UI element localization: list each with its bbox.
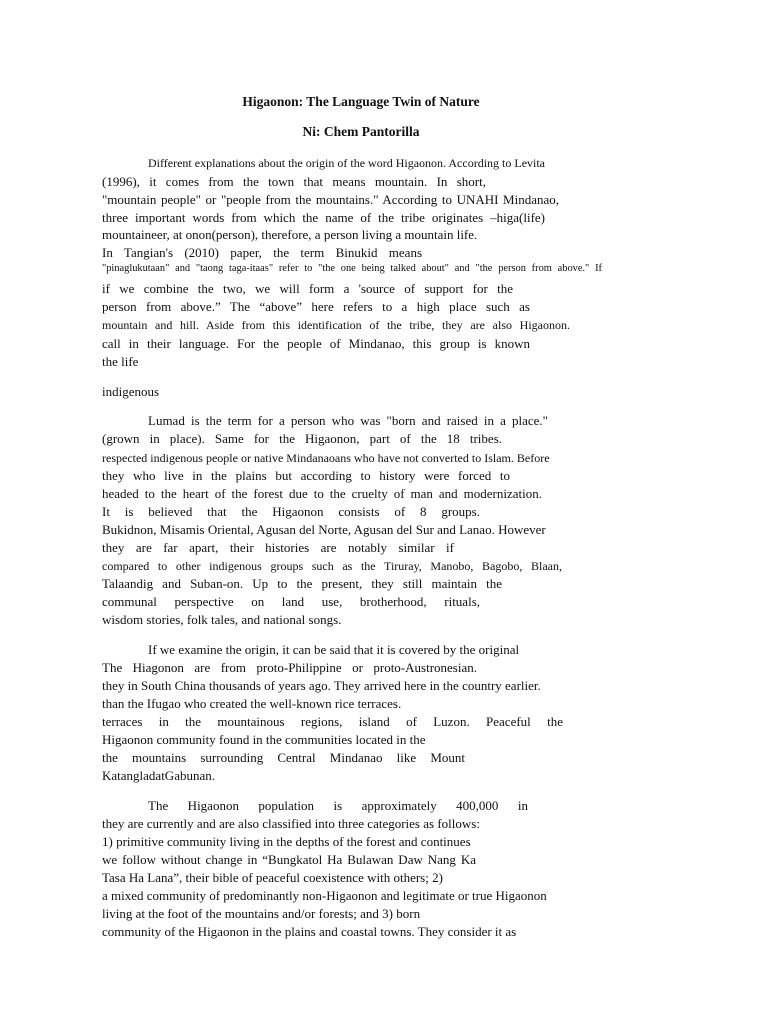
text-line: "pinaglukutaan" and "taong taga-itaas" refer to "the one being talked about" and "the person from above." If bbox=[102, 263, 602, 274]
text-line: Higaonon community found in the communities located in the bbox=[102, 732, 426, 747]
text-line: Lumad is the term for a person who was "born and raised in a place." bbox=[148, 413, 548, 428]
text-line: mountaineer, at onon(person), therefore, a person living a mountain life. bbox=[102, 227, 478, 242]
document-author: Ni: Chem Pantorilla bbox=[302, 124, 420, 139]
text-line: community of the Higaonon in the plains and coastal towns. They consider it as bbox=[102, 924, 517, 939]
text-line: If we examine the origin, it can be said that it is covered by the original bbox=[148, 642, 520, 657]
text-line: they are far apart, their histories are notably similar if bbox=[102, 540, 454, 555]
text-line: wisdom stories, folk tales, and national songs. bbox=[102, 612, 342, 627]
text-line: Tasa Ha Lana”, their bible of peaceful coexistence with others; 2) bbox=[102, 870, 443, 885]
text-line: In Tangian's (2010) paper, the term Binukid means bbox=[102, 245, 422, 260]
text-line: they are currently and are also classified into three categories as follows: bbox=[102, 816, 480, 831]
text-line: Bukidnon, Misamis Oriental, Agusan del Norte, Agusan del Sur and Lanao. However bbox=[102, 522, 546, 537]
text-line: The Hiagonon are from proto-Philippine or proto-Austronesian. bbox=[102, 660, 477, 675]
text-line: person from above.” The “above” here refers to a high place such as bbox=[102, 299, 530, 314]
text-line: The Higaonon population is approximately 400,000 in bbox=[148, 798, 528, 813]
text-line: three important words from which the name of the tribe originates –higa(life) bbox=[102, 210, 545, 225]
text-line: call in their language. For the people of Mindanao, this group is known bbox=[102, 336, 530, 351]
text-line: they in South China thousands of years ago. They arrived here in the country earlier. bbox=[102, 678, 541, 693]
text-line: communal perspective on land use, brotherhood, rituals, bbox=[102, 594, 480, 609]
text-line: Talaandig and Suban-on. Up to the present, they still maintain the bbox=[102, 576, 502, 591]
text-line: the life bbox=[102, 354, 139, 369]
text-line: living at the foot of the mountains and/or forests; and 3) born bbox=[102, 906, 421, 921]
text-line: a mixed community of predominantly non-Higaonon and legitimate or true Higaonon bbox=[102, 888, 547, 903]
text-line: mountain and hill. Aside from this identification of the tribe, they are also Higaonon. bbox=[102, 318, 570, 332]
text-line: "mountain people" or "people from the mountains." According to UNAHI Mindanao, bbox=[102, 192, 559, 207]
text-line: headed to the heart of the forest due to the cruelty of man and modernization. bbox=[102, 486, 542, 501]
text-line: Different explanations about the origin of the word Higaonon. According to Levita bbox=[148, 156, 546, 170]
text-line: indigenous bbox=[102, 384, 160, 399]
text-line: they who live in the plains but according to history were forced to bbox=[102, 468, 510, 483]
text-line: compared to other indigenous groups such as the Tiruray, Manobo, Bagobo, Blaan, bbox=[102, 559, 562, 573]
text-line: we follow without change in “Bungkatol Ha Bulawan Daw Nang Ka bbox=[102, 852, 476, 867]
text-line: (grown in place). Same for the Higaonon, part of the 18 tribes. bbox=[102, 431, 502, 446]
text-line: than the Ifugao who created the well-known rice terraces. bbox=[102, 696, 402, 711]
document-title: Higaonon: The Language Twin of Nature bbox=[242, 94, 480, 109]
text-line: 1) primitive community living in the depths of the forest and continues bbox=[102, 834, 471, 849]
text-line: if we combine the two, we will form a 'source of support for the bbox=[102, 281, 513, 296]
text-line: respected indigenous people or native Mindanaoans who have not converted to Islam. Before bbox=[102, 451, 550, 465]
text-line: the mountains surrounding Central Mindanao like Mount bbox=[102, 750, 465, 765]
text-line: KatangladatGabunan. bbox=[102, 768, 215, 783]
text-line: terraces in the mountainous regions, island of Luzon. Peaceful the bbox=[102, 714, 563, 729]
text-line: (1996), it comes from the town that means mountain. In short, bbox=[102, 174, 486, 189]
text-line: It is believed that the Higaonon consists of 8 groups. bbox=[102, 504, 480, 519]
